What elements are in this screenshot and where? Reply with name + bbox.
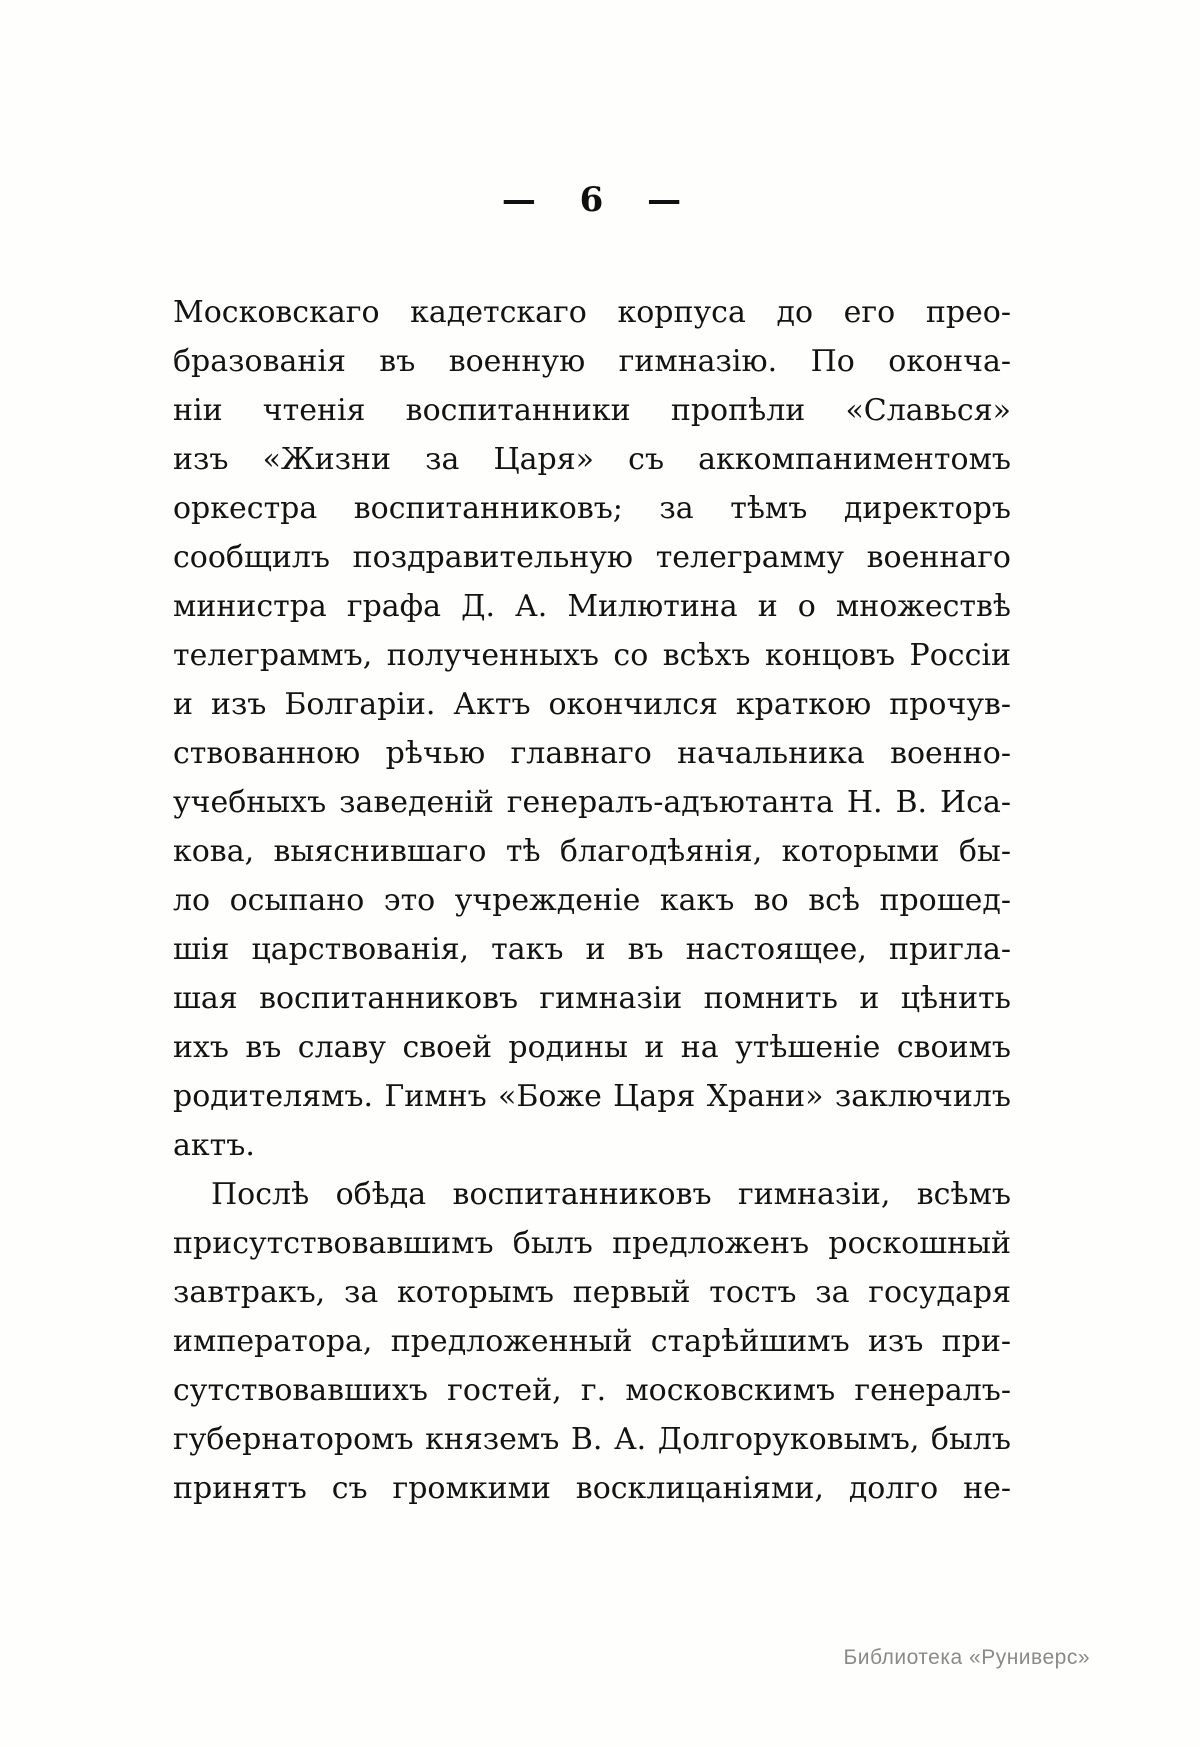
text-line: бразованія въ военную гимназію. По оконча- [173, 344, 1011, 379]
text-line: присутствовавшимъ былъ предложенъ роскошный [173, 1226, 1011, 1261]
text-line: принятъ съ громкими восклицаніями, долго не- [173, 1471, 1011, 1506]
text-line: сообщилъ поздравительную телеграмму военнаго [173, 540, 1011, 575]
text-line: императора, предложенный старѣйшимъ изъ при- [173, 1324, 1011, 1359]
text-line: телеграммъ, полученныхъ со всѣхъ концовъ Россіи [173, 638, 1011, 673]
text-line: ніи чтенія воспитанники пропѣли «Славься» [173, 393, 1011, 428]
paragraph [173, 1170, 1011, 1513]
page-text [173, 288, 1011, 1513]
text-line: актъ. [173, 1128, 255, 1163]
text-line: учебныхъ заведеній генералъ-адъютанта Н. В. Иса- [173, 785, 1011, 820]
text-line: ихъ въ славу своей родины и на утѣшеніе своимъ [173, 1030, 1011, 1065]
paragraph [173, 288, 1011, 1170]
text-line: шія царствованія, такъ и въ настоящее, пригла- [173, 932, 1011, 967]
text-line: изъ «Жизни за Царя» съ аккомпаниментомъ [173, 442, 1011, 477]
text-line: ло осыпано это учрежденіе какъ во всѣ прошед- [173, 883, 1011, 918]
text-line: оркестра воспитанниковъ; за тѣмъ директоръ [173, 491, 1011, 526]
text-line: завтракъ, за которымъ первый тостъ за государя [173, 1275, 1011, 1310]
text-line: кова, выяснившаго тѣ благодѣянія, которыми бы- [173, 834, 1011, 869]
page-number-header: — 6 — [501, 180, 683, 220]
text-line: Московскаго кадетскаго корпуса до его прео- [173, 295, 1011, 330]
text-line: сутствовавшихъ гостей, г. московскимъ генералъ- [173, 1373, 1011, 1408]
text-line: губернаторомъ княземъ В. А. Долгоруковымъ, былъ [173, 1422, 1011, 1457]
text-line: Послѣ обѣда воспитанниковъ гимназіи, всѣмъ [211, 1177, 1011, 1212]
text-line: министра графа Д. А. Милютина и о множествѣ [173, 589, 1011, 624]
text-line: и изъ Болгаріи. Актъ окончился краткою прочув- [173, 687, 1011, 722]
library-watermark: Библиотека «Руниверс» [843, 1646, 1090, 1669]
text-line: шая воспитанниковъ гимназіи помнить и цѣнить [173, 981, 1011, 1016]
text-line: родителямъ. Гимнъ «Боже Царя Храни» заключилъ [173, 1079, 1011, 1114]
text-line: ствованною рѣчью главнаго начальника военно- [173, 736, 1011, 771]
